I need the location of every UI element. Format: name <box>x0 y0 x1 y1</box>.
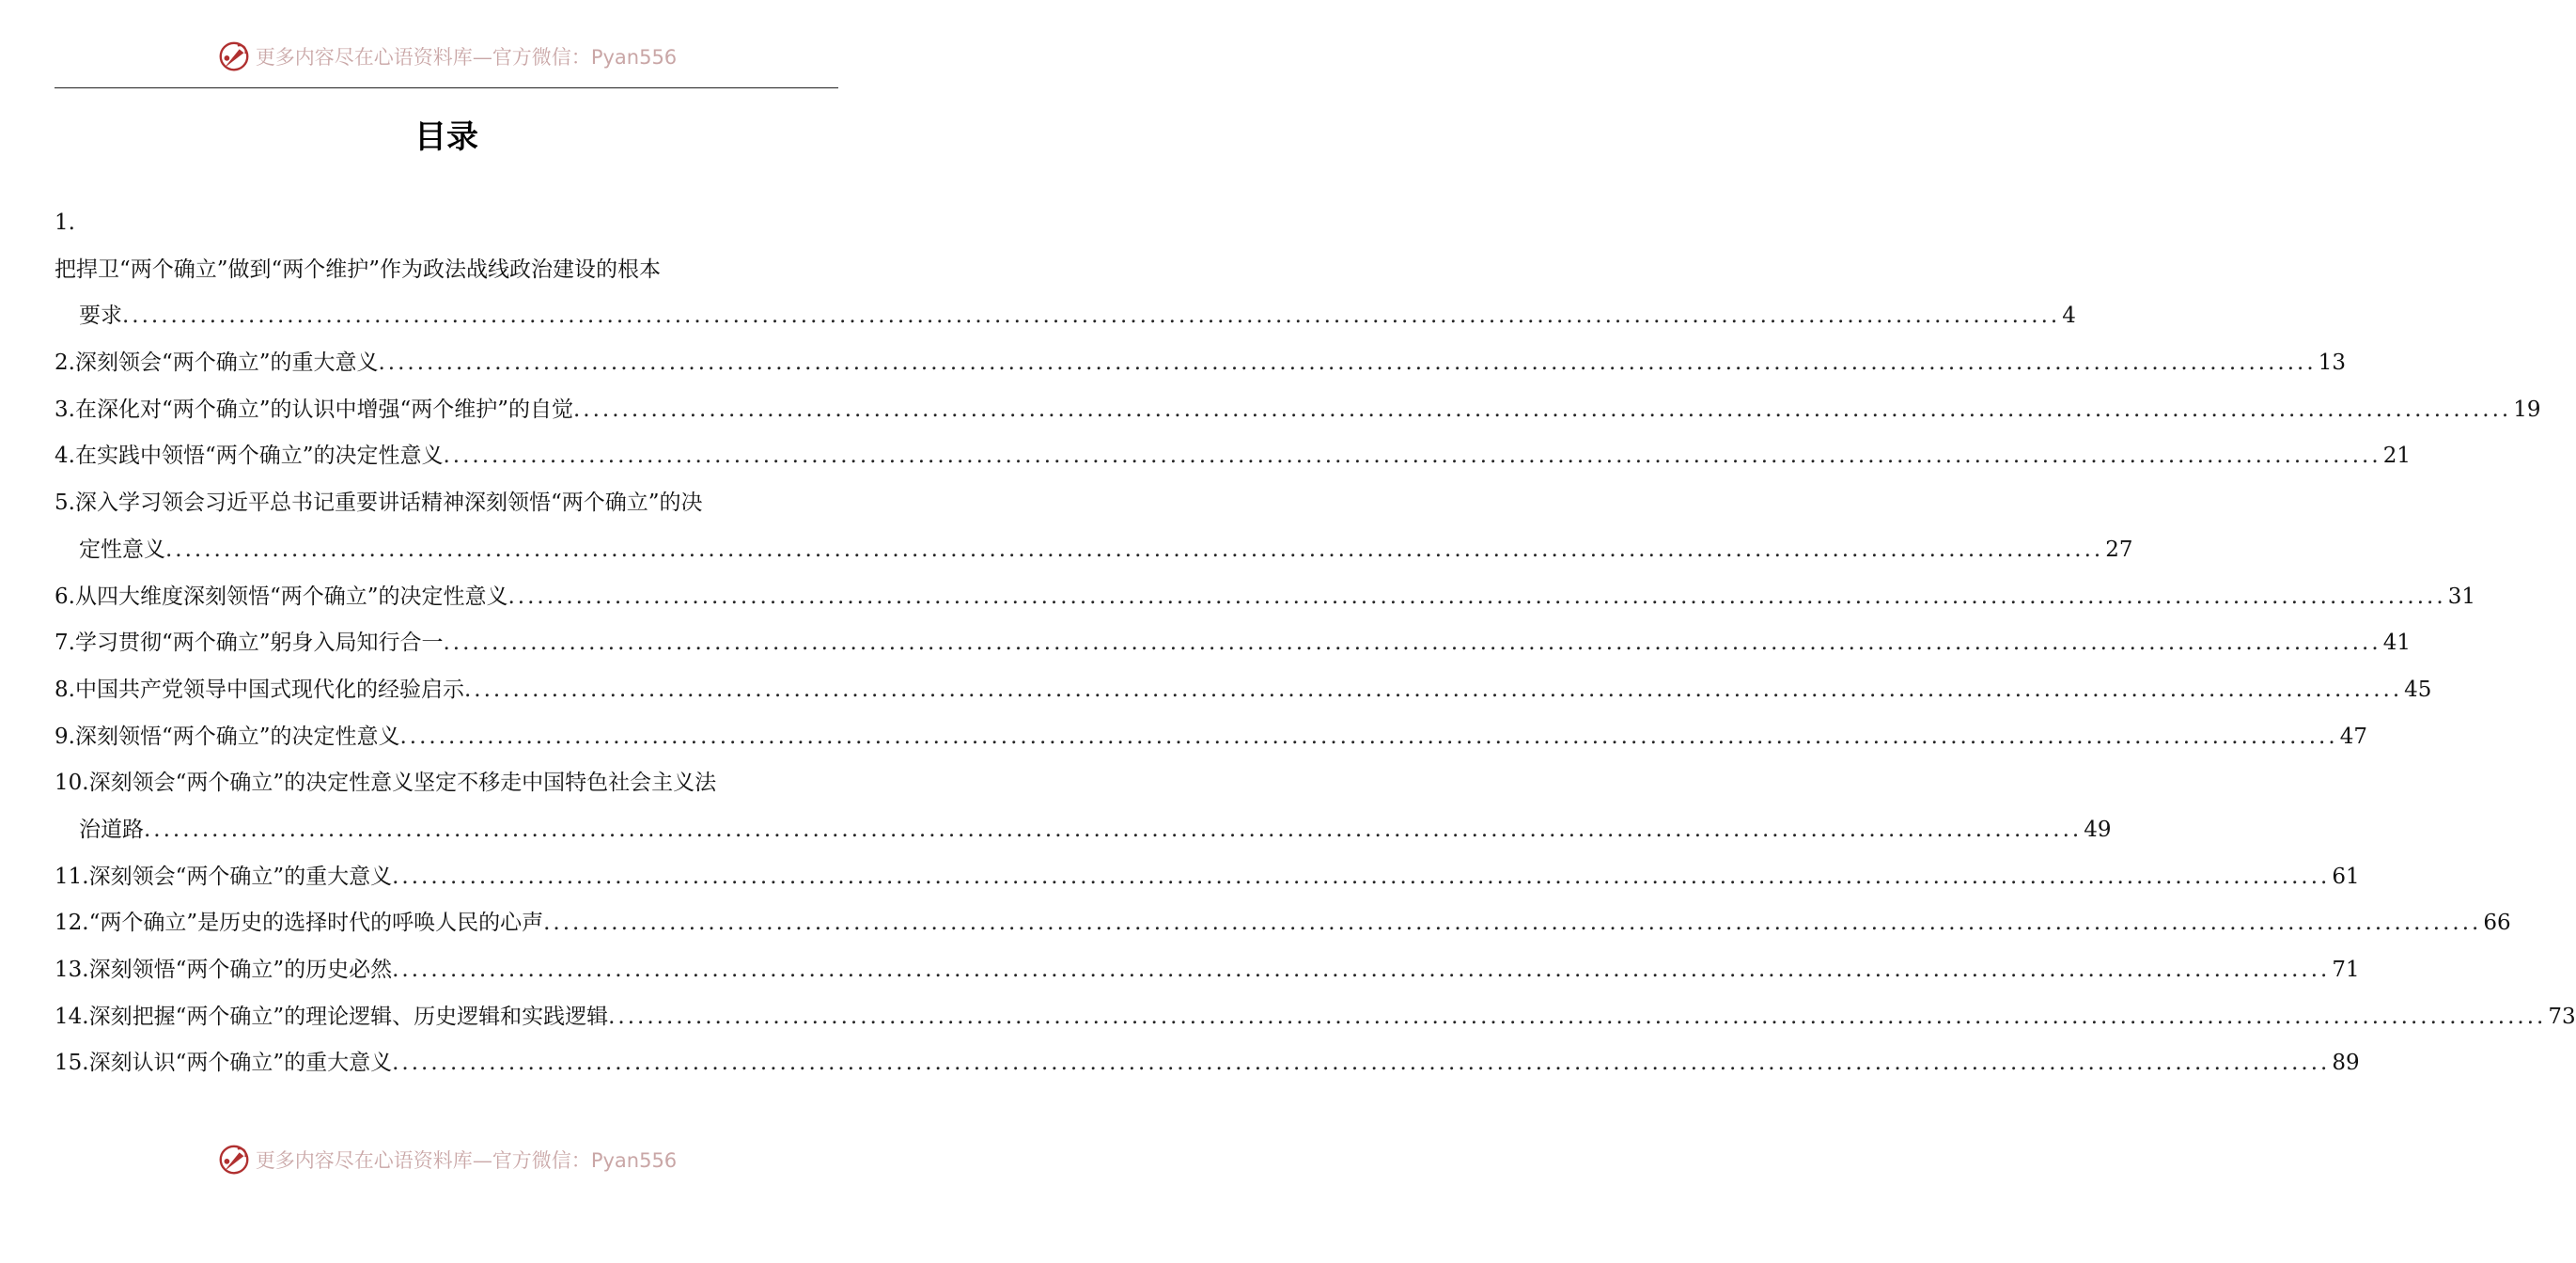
toc-line <box>55 247 838 294</box>
toc-line <box>55 480 838 527</box>
toc-line <box>55 667 2432 714</box>
toc-page-number: 13 <box>2318 351 2346 376</box>
toc-entry-title: 治道路 <box>79 817 144 842</box>
toc-leader-dots: ........................................................................................................................................................................................................ <box>463 677 2403 702</box>
toc-line <box>55 620 2411 667</box>
toc-leader-dots: ........................................................................................................................................................................................................ <box>122 304 2061 329</box>
toc-entry[interactable] <box>55 667 2432 714</box>
toc-entry-title: 把捍卫“两个确立”做到“两个维护”作为政法战线政治建设的根本 <box>55 257 662 282</box>
toc-leader-dots: ........................................................................................................................................................................................................ <box>165 537 2104 562</box>
toc-entry-title: 7.学习贯彻“两个确立”躬身入局知行合一 <box>55 631 444 656</box>
toc-leader-dots: ........................................................................................................................................................................................................ <box>443 631 2381 656</box>
toc-entry-title: 2.深刻领会“两个确立”的重大意义 <box>55 351 379 376</box>
toc-page-number: 27 <box>2105 537 2133 562</box>
toc-page-number: 89 <box>2332 1051 2360 1076</box>
page-title: 目录 <box>414 118 478 156</box>
toc-line <box>55 433 2411 480</box>
toc-entry[interactable] <box>55 433 2411 480</box>
watermark-wechat-label: 官方微信： <box>492 46 591 69</box>
toc-page-number: 71 <box>2332 958 2360 982</box>
toc-line <box>55 900 2511 947</box>
toc-entry[interactable] <box>55 620 2411 667</box>
toc-entry[interactable] <box>55 340 2346 387</box>
toc-page-number: 73 <box>2548 1004 2576 1029</box>
toc-entry[interactable] <box>55 900 2511 947</box>
toc-leader-dots: ........................................................................................................................................................................................................ <box>543 911 2482 936</box>
toc-page-number: 41 <box>2382 631 2411 656</box>
watermark-footer <box>0 1141 893 1178</box>
toc-entry-title: 5.深入学习领会习近平总书记重要讲话精神深刻领悟“两个确立”的决 <box>55 491 703 516</box>
toc-entry[interactable] <box>55 714 2367 761</box>
toc-page-number: 66 <box>2483 911 2511 936</box>
header-rule <box>55 87 838 88</box>
pen-nib-logo-icon <box>216 1142 252 1177</box>
toc-entry-title: 4.在实践中领悟“两个确立”的决定性意义 <box>55 444 444 469</box>
watermark-library: 更多内容尽在心语资料库 <box>255 46 473 69</box>
toc-entry[interactable] <box>55 247 2076 340</box>
toc-page-number: 47 <box>2339 724 2367 749</box>
toc-entry-title: 定性意义 <box>79 537 165 562</box>
toc-entry-title: 11.深刻领会“两个确立”的重大意义 <box>55 864 393 889</box>
toc-line <box>55 854 2360 901</box>
toc-entry-title: 6.从四大维度深刻领悟“两个确立”的决定性意义 <box>55 584 508 609</box>
toc-leader-dots: ........................................................................................................................................................................................................ <box>144 817 2083 842</box>
toc-entry[interactable] <box>55 760 2112 853</box>
toc-entry[interactable] <box>55 1040 2360 1087</box>
toc-leader-dots: ........................................................................................................................................................................................................ <box>572 397 2512 422</box>
toc-entry-title: 8.中国共产党领导中国式现代化的经验启示 <box>55 677 464 702</box>
toc-line <box>55 387 2541 434</box>
toc-entry-title: 10.深刻领会“两个确立”的决定性意义坚定不移走中国特色社会主义法 <box>55 771 717 796</box>
toc-line <box>55 714 2367 761</box>
watermark-separator: — <box>472 1149 492 1172</box>
toc-entry-title: 15.深刻认识“两个确立”的重大意义 <box>55 1051 393 1076</box>
toc-line <box>55 293 2076 340</box>
toc-leader-dots: ........................................................................................................................................................................................................ <box>443 444 2381 469</box>
toc-line <box>55 807 2112 854</box>
watermark-text <box>256 1146 677 1174</box>
toc-page-number: 49 <box>2084 817 2112 842</box>
watermark-wechat-id: Pyan556 <box>590 46 678 69</box>
watermark-header <box>0 38 893 75</box>
toc-line <box>55 760 838 807</box>
toc-line <box>55 994 2576 1041</box>
pen-nib-logo-icon <box>216 39 252 74</box>
toc-line <box>55 527 2133 574</box>
toc-entry-title: 12.“两个确立”是历史的选择时代的呼唤人民的心声 <box>55 911 544 936</box>
watermark-text <box>256 42 677 70</box>
toc-entry-title: 要求 <box>79 304 122 329</box>
table-of-contents <box>55 200 2576 1087</box>
toc-entry-title: 9.深刻领悟“两个确立”的决定性意义 <box>55 724 400 749</box>
toc-page-number: 45 <box>2404 677 2432 702</box>
toc-entry-title: 3.在深化对“两个确立”的认识中增强“两个维护”的自觉 <box>55 397 573 422</box>
toc-leader-dots: ........................................................................................................................................................................................................ <box>392 1051 2331 1076</box>
toc-leader-dots: ........................................................................................................................................................................................................ <box>399 724 2338 749</box>
watermark-wechat-label: 官方微信： <box>492 1149 591 1172</box>
toc-entry[interactable] <box>55 480 2133 573</box>
toc-leader-dots: ........................................................................................................................................................................................................ <box>608 1004 2547 1029</box>
toc-page-number: 19 <box>2513 397 2541 422</box>
toc-line <box>55 1040 2360 1087</box>
toc-leader-dots: ........................................................................................................................................................................................................ <box>507 584 2446 609</box>
toc-entry[interactable] <box>55 994 2576 1041</box>
toc-entry[interactable] <box>55 574 2475 621</box>
toc-entry[interactable] <box>55 200 838 247</box>
toc-line <box>55 574 2475 621</box>
toc-line <box>55 340 2346 387</box>
watermark-separator: — <box>472 46 492 69</box>
toc-leader-dots: ........................................................................................................................................................................................................ <box>392 864 2331 889</box>
toc-page-number: 21 <box>2382 444 2411 469</box>
toc-entry[interactable] <box>55 387 2541 434</box>
toc-line <box>55 947 2360 994</box>
toc-entry[interactable] <box>55 947 2360 994</box>
toc-line <box>55 200 838 247</box>
toc-page-number: 4 <box>2062 304 2076 329</box>
toc-leader-dots: ........................................................................................................................................................................................................ <box>392 958 2331 982</box>
watermark-library: 更多内容尽在心语资料库 <box>255 1149 473 1172</box>
toc-entry-title: 1. <box>55 210 75 235</box>
watermark-wechat-id: Pyan556 <box>590 1149 678 1172</box>
toc-entry-title: 14.深刻把握“两个确立”的理论逻辑、历史逻辑和实践逻辑 <box>55 1004 609 1029</box>
toc-page-number: 31 <box>2447 584 2475 609</box>
toc-page-number: 61 <box>2332 864 2360 889</box>
toc-entry-title: 13.深刻领悟“两个确立”的历史必然 <box>55 958 393 982</box>
toc-entry[interactable] <box>55 854 2360 901</box>
toc-leader-dots: ........................................................................................................................................................................................................ <box>378 351 2317 376</box>
